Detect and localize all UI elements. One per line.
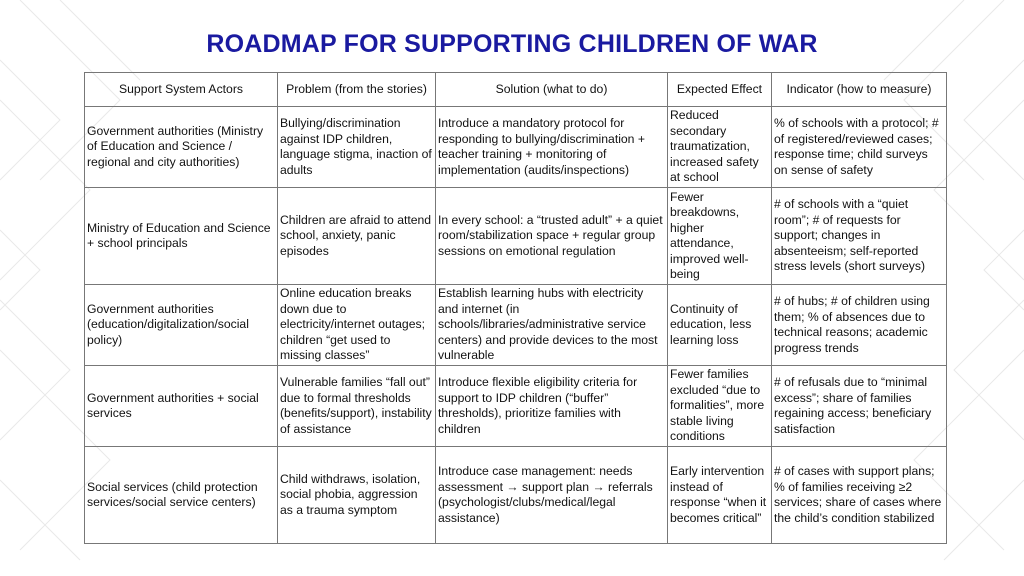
- cell-indicator: # of refusals due to “minimal excess”; share of families regaining access; beneficiary satisfaction: [772, 366, 947, 447]
- cell-solution: Introduce a mandatory protocol for responding to bullying/discrimination + teacher training + monitoring of implementation (audits/inspections): [436, 107, 668, 188]
- header-solution: Solution (what to do): [436, 73, 668, 107]
- cell-effect: Early intervention instead of response “when it becomes critical”: [668, 447, 772, 544]
- cell-solution: In every school: a “trusted adult” + a quiet room/stabilization space + regular group sessions on emotional regulation: [436, 188, 668, 285]
- cell-solution: Introduce flexible eligibility criteria for support to IDP children (“buffer” thresholds), prioritize families with children: [436, 366, 668, 447]
- cell-indicator: # of cases with support plans; % of families receiving ≥2 services; share of cases where the child’s condition stabilized: [772, 447, 947, 544]
- header-problem: Problem (from the stories): [278, 73, 436, 107]
- table-row: [85, 107, 947, 188]
- cell-effect: Reduced secondary traumatization, increased safety at school: [668, 107, 772, 188]
- cell-effect: Fewer families excluded “due to formalities”, more stable living conditions: [668, 366, 772, 447]
- cell-actors: Social services (child protection services/social service centers): [85, 447, 278, 544]
- cell-effect: Continuity of education, less learning loss: [668, 285, 772, 366]
- table-row: [85, 285, 947, 366]
- cell-problem: Bullying/discrimination against IDP children, language stigma, inaction of adults: [278, 107, 436, 188]
- cell-solution: Introduce case management: needs assessment → support plan → referrals (psychologist/clubs/medical/legal assistance): [436, 447, 668, 544]
- table-row: [85, 366, 947, 447]
- table-row: [85, 188, 947, 285]
- header-indicator: Indicator (how to measure): [772, 73, 947, 107]
- cell-indicator: # of hubs; # of children using them; % of absences due to technical reasons; academic progress trends: [772, 285, 947, 366]
- cell-actors: Government authorities (education/digitalization/social policy): [85, 285, 278, 366]
- cell-problem: Child withdraws, isolation, social phobia, aggression as a trauma symptom: [278, 447, 436, 544]
- page-title: ROADMAP FOR SUPPORTING CHILDREN OF WAR: [206, 30, 818, 58]
- cell-effect: Fewer breakdowns, higher attendance, improved well-being: [668, 188, 772, 285]
- cell-solution: Establish learning hubs with electricity and internet (in schools/libraries/administrative service centers) and provide devices to the most vulnerable: [436, 285, 668, 366]
- cell-problem: Vulnerable families “fall out” due to formal thresholds (benefits/support), instability of assistance: [278, 366, 436, 447]
- table-header-row: [85, 73, 947, 107]
- cell-actors: Government authorities + social services: [85, 366, 278, 447]
- cell-actors: Ministry of Education and Science + school principals: [85, 188, 278, 285]
- table-row: [85, 447, 947, 544]
- cell-actors: Government authorities (Ministry of Education and Science / regional and city authorities): [85, 107, 278, 188]
- cell-indicator: # of schools with a “quiet room”; # of requests for support; changes in absenteeism; self-reported stress levels (short surveys): [772, 188, 947, 285]
- header-expected-effect: Expected Effect: [668, 73, 772, 107]
- cell-problem: Online education breaks down due to electricity/internet outages; children “get used to missing classes”: [278, 285, 436, 366]
- cell-indicator: % of schools with a protocol; # of registered/reviewed cases; response time; child surveys on sense of safety: [772, 107, 947, 188]
- cell-problem: Children are afraid to attend school, anxiety, panic episodes: [278, 188, 436, 285]
- header-support-system-actors: Support System Actors: [85, 73, 278, 107]
- roadmap-table: [84, 72, 947, 544]
